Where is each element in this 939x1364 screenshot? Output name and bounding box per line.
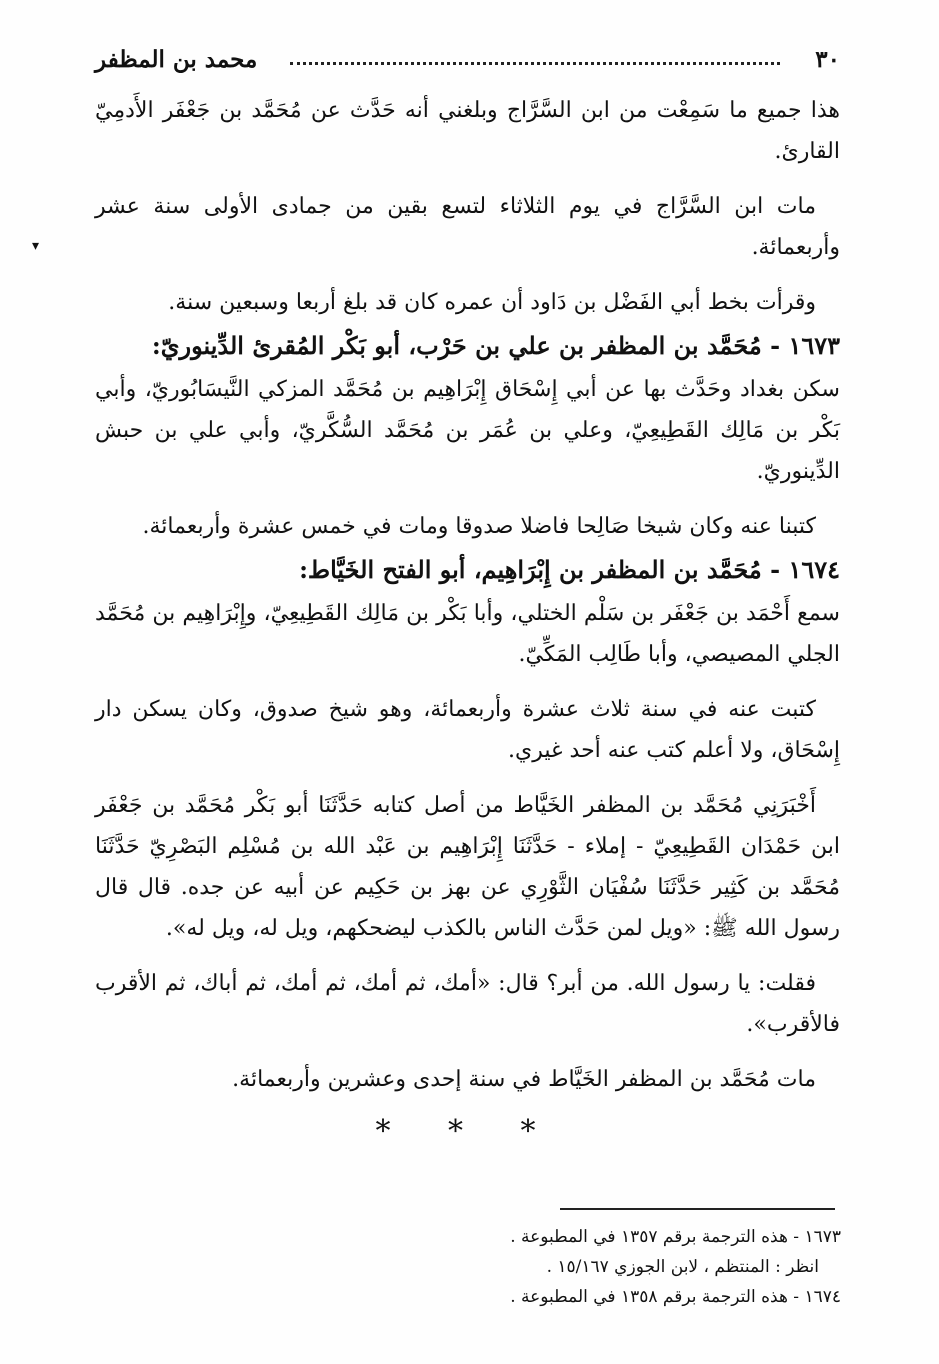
paragraph-5: كتبنا عنه وكان شيخا صَالِحا فاضلا صدوقا ومات في خمس عشرة وأربعمائة.	[142, 514, 816, 539]
footnote-1673-ref: انظر : المنتظم ، لابن الجوزي ١٥/١٦٧ .	[546, 1257, 819, 1277]
running-title: محمد بن المظفر	[95, 46, 258, 73]
paragraph-6: سمع أَحْمَد بن جَعْفَر بن سَلْم الختلي، وأبا بَكْر بن مَالِك القَطِيعِيّ، وإِبْرَاهِيم بن مُحَمَّد الجلي المصيصي، وأبا طَالِب المَكِّيّ.	[95, 601, 840, 667]
footnotes	[281, 1222, 841, 1312]
footnote-1674: ١٦٧٤ - هذه الترجمة برقم ١٣٥٨ في المطبوعة .	[510, 1287, 841, 1307]
footnote-1673: ١٦٧٣ - هذه الترجمة برقم ١٣٥٧ في المطبوعة .	[510, 1227, 841, 1247]
paragraph-10: مات مُحَمَّد بن المظفر الخَيَّاط في سنة إحدى وعشرين وأربعمائة.	[232, 1067, 816, 1092]
paragraph-9: فقلت: يا رسول الله. من أبر؟ قال: «أمك، ثم أمك، ثم أمك، ثم أباك، ثم الأقرب فالأقرب».	[95, 971, 840, 1037]
paragraph-1: هذا جميع ما سَمِعْت من ابن السَّرَّاج وبلغني أنه حَدَّث عن مُحَمَّد بن جَعْفَر الأَدمِيّ القارئ.	[95, 98, 841, 164]
section-stars: * * *	[375, 1114, 560, 1149]
footnote-rule	[560, 1208, 835, 1210]
running-header	[95, 40, 840, 90]
paragraph-3: وقرأت بخط أبي الفَضْل بن دَاود أن عمره كان قد بلغ أربعا وسبعين سنة.	[168, 290, 816, 315]
entry-heading-1673: ١٦٧٣ - مُحَمَّد بن المظفر بن علي بن حَرْب، أبو بَكْر المُقرئ الدِّينوريّ:	[151, 331, 840, 360]
paragraph-4: سكن بغداد وحَدَّث بها عن أبي إِسْحَاق إِبْرَاهِيم بن مُحَمَّد المزكي النَّيسَابُوريّ، وأبي بَكْر بن مَالِك القَطِيعِيّ، وعلي بن عُمَر بن مُحَمَّد السُّكَّريّ، وأبي علي بن حبش الدِّينوريّ.	[95, 377, 840, 484]
header-leader-dots	[290, 62, 780, 65]
paragraph-7: كتبت عنه في سنة ثلاث عشرة وأربعمائة، وهو شيخ صدوق، وكان يسكن دار إِسْحَاق، ولا أعلم كتب عنه أحد غيري.	[95, 697, 840, 763]
page	[95, 40, 840, 1164]
paragraph-8: أَخْبَرَنِي مُحَمَّد بن المظفر الخَيَّاط من أصل كتابه حَدَّثَنَا أبو بَكْر مُحَمَّد بن جَعْفَر ابن حَمْدَان القَطِيعِيّ - إملاء - حَدَّثَنَا إِبْرَاهِيم بن عَبْد الله بن مُسْلِم البَصْرِيّ حَدَّثَنَا مُحَمَّد بن كَثِير حَدَّثَنَا سُفْيَان الثَّوْرِي عن بهز بن حَكِيم عن أبيه عن جده. قال قال رسول الله ﷺ: «ويل لمن حَدَّث الناس بالكذب ليضحكهم، ويل له، ويل له».	[95, 793, 840, 941]
entry-heading-1674: ١٦٧٤ - مُحَمَّد بن المظفر بن إِبْرَاهِيم، أبو الفتح الخَيَّاط:	[299, 555, 840, 584]
margin-mark: ▾	[32, 238, 40, 254]
paragraph-2: مات ابن السَّرَّاج في يوم الثلاثاء لتسع بقين من جمادى الأولى سنة عشر وأربعمائة.	[95, 194, 840, 260]
page-number: ٣٠	[815, 46, 840, 73]
